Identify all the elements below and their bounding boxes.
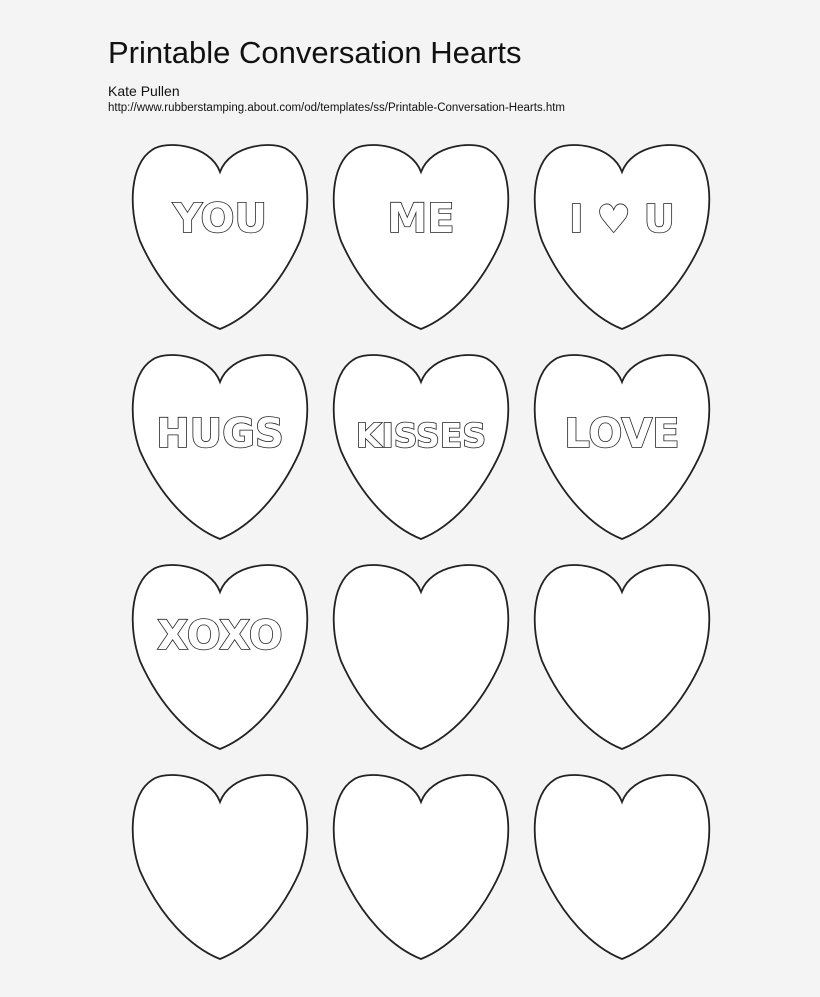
heart-message: I ♥ U bbox=[569, 197, 675, 241]
heart-blank-5 bbox=[535, 775, 710, 959]
heart-shape bbox=[535, 565, 710, 749]
heart-blank-3 bbox=[133, 775, 308, 959]
source-url: http://www.rubberstamping.about.com/od/templates/ss/Printable-Conversation-Hearts.htm bbox=[108, 102, 566, 114]
heart-message: YOU bbox=[172, 196, 268, 242]
heart-message: LOVE bbox=[564, 411, 680, 457]
heart-love bbox=[535, 355, 710, 539]
heart-message: ME bbox=[387, 196, 455, 242]
heart-blank-1 bbox=[334, 565, 509, 749]
page-title: Printable Conversation Hearts bbox=[108, 35, 522, 70]
heart-message: XOXO bbox=[157, 613, 283, 659]
heart-hugs bbox=[133, 355, 308, 539]
heart-i-love-u bbox=[535, 145, 710, 329]
heart-shape bbox=[133, 775, 308, 959]
heart-kisses bbox=[334, 355, 509, 539]
heart-you bbox=[133, 145, 308, 329]
heart-message: HUGS bbox=[156, 411, 284, 457]
heart-shape bbox=[535, 775, 710, 959]
heart-me bbox=[334, 145, 509, 329]
heart-shape bbox=[334, 775, 509, 959]
heart-blank-4 bbox=[334, 775, 509, 959]
heart-blank-2 bbox=[535, 565, 710, 749]
heart-shape bbox=[334, 565, 509, 749]
heart-xoxo bbox=[133, 565, 308, 749]
author-name: Kate Pullen bbox=[108, 83, 180, 99]
heart-message: KISSES bbox=[355, 416, 487, 455]
